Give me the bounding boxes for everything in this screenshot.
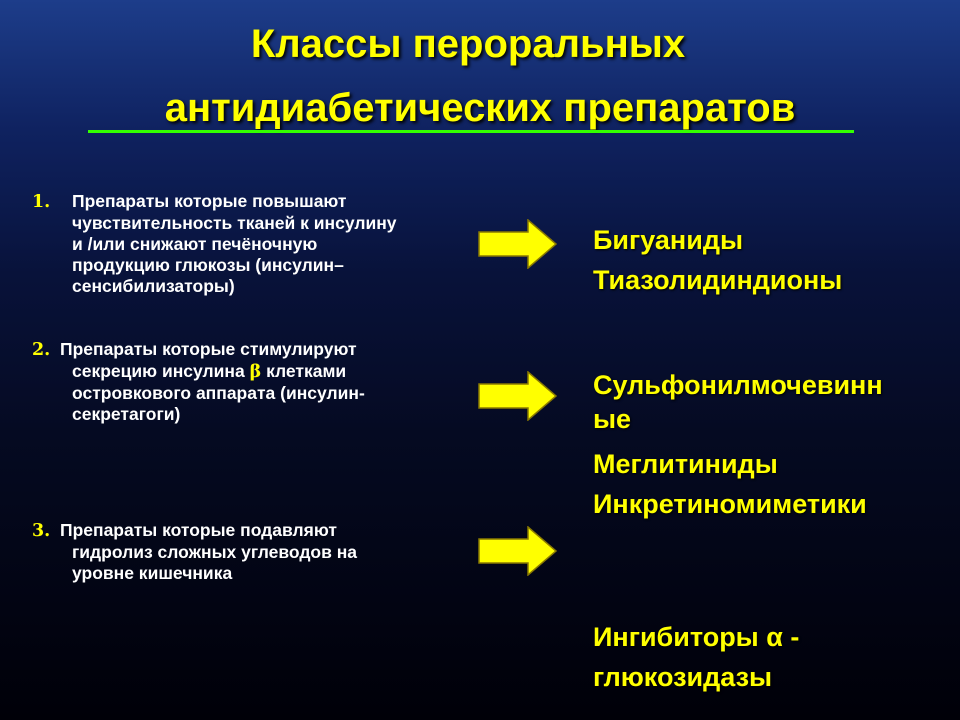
- drug-alpha-glucosidase-inhibitors-line-2: глюкозидазы: [593, 662, 773, 692]
- slide-title-line-1: Классы пероральных: [250, 22, 686, 66]
- item-1-line-2: чувствительность тканей к инсулину: [72, 213, 397, 233]
- drug-biguanides: Бигуаниды: [593, 225, 744, 255]
- item-1-line-1: Препараты которые повышают: [72, 191, 347, 211]
- item-3-line-3: уровне кишечника: [72, 563, 233, 583]
- right-arrow-icon: [478, 526, 558, 576]
- drug-incretin-mimetics: Инкретиномиметики: [593, 489, 867, 519]
- item-2-number: 2.: [32, 340, 51, 360]
- item-1-line-4: продукцию глюкозы (инсулин–: [72, 255, 344, 275]
- drug-sulfonylureas-part-2: ые: [593, 404, 632, 434]
- drug-group-2: [593, 368, 883, 524]
- drug-meglitinides: Меглитиниды: [593, 449, 778, 479]
- drug-sulfonylureas-part-1: Сульфонилмочевинн: [593, 370, 883, 400]
- item-2-line-4: секретагоги): [72, 404, 181, 424]
- item-3-number: 3.: [32, 521, 51, 541]
- right-arrow-icon: [478, 371, 558, 421]
- item-2-line-2-tail: клетками: [261, 361, 347, 381]
- item-1-number: 1.: [32, 192, 51, 212]
- drug-sulfonylureas: [593, 368, 883, 436]
- item-2-line-1: Препараты которые стимулируют: [60, 339, 357, 359]
- item-2-line-2: секрецию инсулина: [72, 361, 250, 381]
- slide-title-line-2: антидиабетических препаратов: [164, 86, 796, 130]
- class-item-1: [32, 191, 452, 297]
- class-item-2: [32, 339, 452, 425]
- class-item-3: [32, 520, 452, 584]
- beta-symbol: β: [249, 362, 262, 382]
- drug-alpha-glucosidase-inhibitors-line-1: Ингибиторы α -: [593, 622, 800, 652]
- item-3-line-1: Препараты которые подавляют: [60, 520, 337, 540]
- drug-group-3: [593, 617, 799, 697]
- right-arrow-icon: [478, 219, 558, 269]
- item-1-line-3: и /или снижают печёночную: [72, 234, 318, 254]
- title-underline: [88, 130, 854, 133]
- drug-group-1: [593, 220, 842, 300]
- item-3-line-2: гидролиз сложных углеводов на: [72, 542, 358, 562]
- drug-thiazolidinediones: Тиазолидиндионы: [593, 265, 843, 295]
- item-2-line-3: островкового аппарата (инсулин-: [72, 383, 365, 403]
- item-1-line-5: сенсибилизаторы): [72, 276, 235, 296]
